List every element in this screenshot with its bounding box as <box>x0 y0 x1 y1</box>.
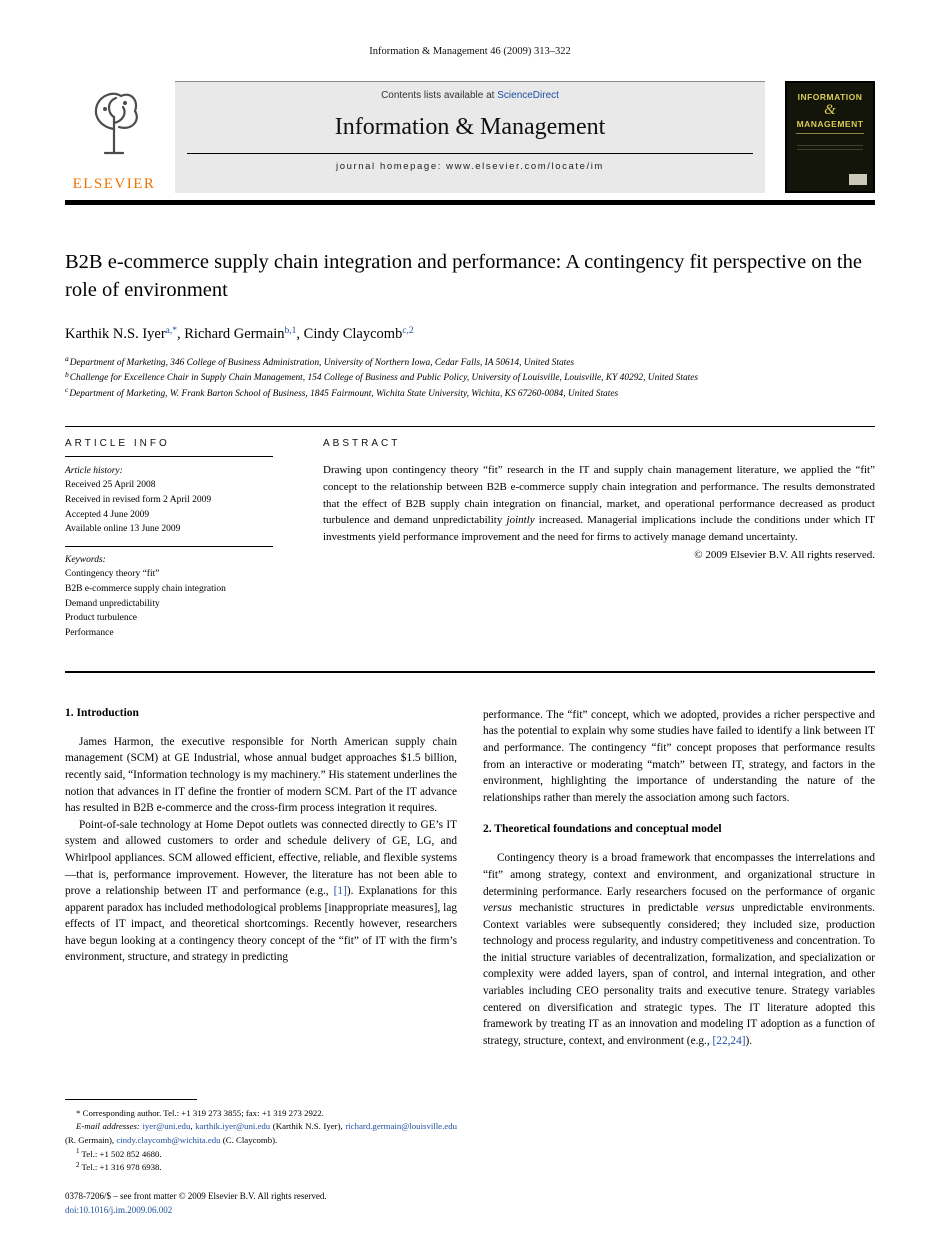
section-heading-theory: 2. Theoretical foundations and conceptual model <box>483 823 722 836</box>
email-link[interactable]: richard.germain@louisville.edu <box>345 1121 457 1132</box>
footnote-marker: 1 <box>76 1147 80 1156</box>
header-rule <box>65 200 875 205</box>
keyword-item: Product turbulence <box>65 613 138 624</box>
article-title: B2B e-commerce supply chain integration and performance: A contingency fit perspective on the role of environment <box>65 251 862 301</box>
footnote-rule <box>65 1099 197 1100</box>
reference-link-22-24[interactable]: [22,24] <box>712 1034 746 1047</box>
footnote-marker: 2 <box>76 1161 80 1169</box>
affiliation-mark: c <box>65 385 69 395</box>
doi-link[interactable]: doi:10.1016/j.im.2009.06.002 <box>65 1205 173 1216</box>
affiliation-list <box>65 356 875 403</box>
affiliation-text: Challenge for Excellence Chair in Supply Chain Management, 154 College of Business and Public Policy, University of Louisville, Louisville, KY 40292, United States <box>69 373 699 384</box>
email-link[interactable]: karthik.iyer@uni.edu <box>195 1121 271 1132</box>
elsevier-tree-icon <box>83 83 145 155</box>
cover-rule <box>796 133 865 134</box>
email-owner: (R. Germain), <box>65 1134 117 1145</box>
imprint-block <box>65 1189 875 1218</box>
journal-header <box>65 81 875 193</box>
elsevier-logo <box>65 81 175 193</box>
journal-cover-thumbnail <box>785 81 875 193</box>
author-list <box>65 326 875 343</box>
email-link[interactable]: cindy.claycomb@wichita.edu <box>116 1134 221 1145</box>
copyright-line: © 2009 Elsevier B.V. All rights reserved. <box>694 548 875 561</box>
article-info-panel <box>65 438 273 640</box>
author-separator: , <box>296 325 304 342</box>
corresponding-author-note: * Corresponding author. Tel.: +1 319 273 3855; fax: +1 319 273 2922. <box>76 1107 324 1118</box>
intro-paragraph-1: James Harmon, the executive responsible for North American supply chain management (SCM) at GE Industrial, whose annual budget approaches $1.5 billion, recently said, “Information technology is my machinery.” His statement underlines the notion that advances in IT define the frontier of modern SCM. Part of the IT advance has resulted in B2B e-commerce and the cross-firm process integration it requires. <box>65 735 457 815</box>
author-affiliation-mark: a,* <box>165 326 178 337</box>
contents-line-text: Contents lists available at <box>381 90 498 101</box>
cover-stripe <box>797 149 863 150</box>
abstract-heading: ABSTRACT <box>323 438 401 450</box>
paragraph-segment: Contingency theory is a broad framework that encompasses the interrelations and “fit” among strategy, context and environment, and organizational structure in determining performance. Early researchers focused on the performance of organic <box>483 852 875 898</box>
paragraph-segment: ). <box>745 1034 753 1047</box>
affiliation-mark: a <box>65 354 69 364</box>
theory-paragraph-1 <box>483 850 875 1049</box>
abstract-italic-word: jointly <box>506 514 535 527</box>
email-owner: (Karthik N.S. Iyer), <box>270 1121 343 1132</box>
keyword-item: Performance <box>65 628 114 639</box>
article-info-divider <box>65 546 273 547</box>
paragraph-segment: Point-of-sale technology at Home Depot outlets was connected directly to GE’s IT system and allowed customers to order and schedule delivery of GE, LG, and Whirlpool appliances. SCM allowed efficient, effective, reliable, and flexible systems—that is, performance improvement. However, the literature has not been able to prove a relationship between IT and performance (e.g., <box>65 818 457 898</box>
email-addresses-note <box>65 1120 457 1147</box>
affiliation-text: Department of Marketing, 346 College of Business Administration, University of Northern Iowa, Cedar Falls, IA 50614, United States <box>69 357 575 368</box>
keyword-item: Contingency theory “fit” <box>65 569 160 580</box>
journal-masthead <box>175 81 765 193</box>
cover-stripe <box>797 145 863 146</box>
keyword-item: Demand unpredictability <box>65 598 160 609</box>
abstract-segment: Drawing upon contingency theory “fit” research in the IT and supply chain management literature, we applied the “fit” concept to the relationship between B2B e-commerce supply chain integration and performance. The results demonstrated that the effect of B2B supply chain integration on financial, market, and operational performance decreased as product turbulence and demand unpredictability <box>323 464 875 527</box>
footnote-2 <box>65 1161 457 1175</box>
keyword-item: B2B e-commerce supply chain integration <box>65 583 226 594</box>
author-name: Richard Germain <box>184 325 285 342</box>
cover-title-line2: MANAGEMENT <box>796 119 864 130</box>
footnote-block <box>65 1099 457 1175</box>
italic-word: versus <box>705 902 735 915</box>
affiliation-mark: b <box>65 369 69 379</box>
email-owner: (C. Claycomb). <box>220 1134 278 1145</box>
elsevier-wordmark: ELSEVIER <box>72 176 156 192</box>
author-affiliation-mark: b,1 <box>284 326 297 337</box>
footnote-text: Tel.: +1 502 852 4680. <box>79 1148 162 1159</box>
left-column <box>65 707 457 1175</box>
reference-link-1[interactable]: [1] <box>333 885 347 898</box>
article-body <box>65 707 875 1175</box>
abstract-segment: increased. Managerial implications include the conditions under which IT investments yield performance improvement and the need for firms to actively manage demand uncertainty. <box>323 514 875 544</box>
cover-ampersand: & <box>824 102 836 119</box>
article-info-rule <box>65 456 273 457</box>
email-separator: , <box>190 1121 196 1132</box>
intro-paragraph-2 <box>65 817 457 966</box>
author-name: Cindy Claycomb <box>303 325 403 342</box>
journal-homepage-link[interactable]: journal homepage: www.elsevier.com/locate/im <box>336 161 604 172</box>
email-label: E-mail addresses: <box>76 1121 143 1132</box>
history-item: Available online 13 June 2009 <box>65 524 181 535</box>
paragraph-segment: unpredictable environments. Context variables were subsequently considered; they included size, production technology and process regularity, and industry competitiveness and concentration. To the initial structure variables of decentralization, formalization, and specialization or complexity were added layers, span of control, and internal integration, and other variables including CEO personality traits and executive tenure. Strategy variables centered on diversification and strategic types. The IT literature adopted this framework by treating IT as an innovation and modeling IT adoption as a function of strategy, structure, context, and environment (e.g., <box>483 902 875 1047</box>
section-heading-introduction: 1. Introduction <box>65 706 139 719</box>
author-affiliation-mark: c,2 <box>402 326 414 337</box>
affiliation-text: Department of Marketing, W. Frank Barton School of Business, 1845 Fairmount, Wichita State University, Wichita, KS 67260-0084, United States <box>69 388 619 399</box>
cover-title-line1: INFORMATION <box>797 92 863 102</box>
article-info-heading: ARTICLE INFO <box>65 438 170 450</box>
history-item: Accepted 4 June 2009 <box>65 509 150 520</box>
author-name: Karthik N.S. Iyer <box>65 325 166 342</box>
abstract-panel <box>323 438 875 640</box>
affiliation-line <box>65 371 875 387</box>
footnote-1 <box>65 1148 457 1162</box>
journal-citation-line: Information & Management 46 (2009) 313–322 <box>369 46 571 57</box>
italic-word: versus <box>483 902 512 915</box>
history-item: Received in revised form 2 April 2009 <box>65 495 212 506</box>
contents-line <box>185 90 755 101</box>
affiliation-line <box>65 387 875 403</box>
intro-paragraph-continuation: performance. The “fit” concept, which we adopted, provides a richer perspective and has the potential to explain why some studies have failed to identify a link between IT and performance. The contingency “fit” concept proposes that performance results from an interactive or moderating “match” between IT, strategy, and factors in the environment, highlighting the importance of understanding the nature of the relationships rather than merely the association among such factors. <box>483 708 875 804</box>
paragraph-segment: ). Explanations for this apparent paradox has included methodological problems [inappropriate measures], lag effects of IT impact, and theoretical shortcomings. Recently however, researchers have begun looking at a contingency theory concept of the “fit” of IT with the firm’s environment, structure, and strategy in predicting <box>65 885 457 964</box>
author-separator: , <box>177 325 185 342</box>
paragraph-segment: mechanistic structures in predictable <box>511 902 706 915</box>
article-history-label: Article history: <box>65 466 123 477</box>
abstract-text <box>323 462 875 546</box>
article-info-abstract-region <box>65 426 875 672</box>
email-link[interactable]: iyer@uni.edu <box>142 1121 191 1132</box>
cover-badge <box>849 174 867 185</box>
footnote-text: Tel.: +1 316 978 6938. <box>79 1162 162 1173</box>
issn-copyright-line: 0378-7206/$ – see front matter © 2009 Elsevier B.V. All rights reserved. <box>65 1190 327 1201</box>
right-column <box>483 707 875 1175</box>
history-item: Received 25 April 2008 <box>65 480 156 491</box>
sciencedirect-link[interactable]: ScienceDirect <box>497 90 559 101</box>
journal-title: Information & Management <box>334 114 606 140</box>
affiliation-line <box>65 356 875 372</box>
keywords-label: Keywords: <box>65 555 106 566</box>
